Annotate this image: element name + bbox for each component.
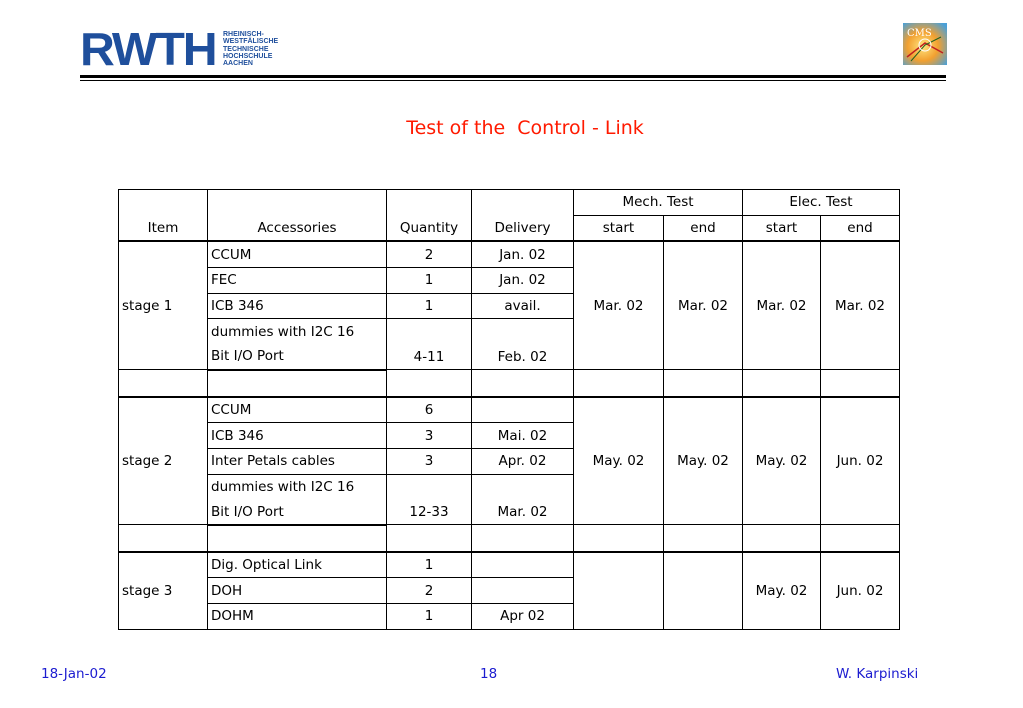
spacer-cell: [821, 525, 900, 552]
spacer-row: [119, 370, 900, 397]
accessory-cell-line2: Bit I/O Port: [208, 499, 387, 525]
schedule-table: [118, 189, 900, 630]
header-elec-test: Elec. Test: [743, 190, 900, 216]
header-rule-thick: [80, 75, 946, 78]
stage-2-elec-end: Jun. 02: [821, 397, 900, 525]
table-row: [119, 241, 900, 267]
delivery-cell: Mai. 02: [472, 423, 574, 449]
accessory-cell: CCUM: [208, 241, 387, 267]
stage-3-elec-start: May. 02: [743, 552, 821, 630]
accessory-cell: Dig. Optical Link: [208, 552, 387, 578]
spacer-cell: [208, 525, 387, 552]
header-delivery: Delivery: [472, 215, 574, 241]
delivery-cell: [472, 578, 574, 604]
quantity-cell: 1: [387, 552, 472, 578]
spacer-cell: [574, 370, 664, 397]
spacer-cell: [472, 370, 574, 397]
accessory-cell: Inter Petals cables: [208, 448, 387, 474]
spacer-cell: [664, 525, 743, 552]
rwth-logo-subtext: RHEINISCH- WESTFÄLISCHE TECHNISCHE HOCHSCHULE AACHEN: [223, 31, 279, 68]
header-accessories-cell: [208, 190, 387, 216]
spacer-cell: [472, 525, 574, 552]
accessory-cell: DOH: [208, 578, 387, 604]
slide-title: Test of the Control - Link: [406, 117, 644, 139]
spacer-cell: [387, 525, 472, 552]
delivery-cell: [472, 397, 574, 423]
quantity-cell: 4-11: [387, 319, 472, 370]
delivery-cell: [472, 552, 574, 578]
accessory-cell: dummies with I2C 16: [208, 319, 387, 344]
stage-1-elec-start: Mar. 02: [743, 241, 821, 369]
accessory-cell: FEC: [208, 268, 387, 294]
delivery-cell: Feb. 02: [472, 319, 574, 370]
accessory-cell: ICB 346: [208, 423, 387, 449]
header-rule-thin: [80, 80, 946, 81]
table-row: [119, 397, 900, 423]
stage-2-elec-start: May. 02: [743, 397, 821, 525]
spacer-cell: [574, 525, 664, 552]
header-mech-test: Mech. Test: [574, 190, 743, 216]
spacer-cell: [208, 370, 387, 397]
stage-1-elec-end: Mar. 02: [821, 241, 900, 369]
spacer-cell: [664, 370, 743, 397]
stage-1-mech-end: Mar. 02: [664, 241, 743, 369]
quantity-cell: 2: [387, 241, 472, 267]
spacer-cell: [119, 370, 208, 397]
spacer-row: [119, 525, 900, 552]
spacer-cell: [743, 525, 821, 552]
header-row-1: [119, 190, 900, 216]
quantity-cell: 12-33: [387, 474, 472, 525]
header-elec-end: end: [821, 215, 900, 241]
stage-2-mech-end: May. 02: [664, 397, 743, 525]
header-item-cell: [119, 190, 208, 216]
cms-logo-text: CMS: [907, 28, 932, 39]
stage-1-mech-start: Mar. 02: [574, 241, 664, 369]
accessory-cell: ICB 346: [208, 293, 387, 319]
delivery-cell: Jan. 02: [472, 268, 574, 294]
header-elec-start: start: [743, 215, 821, 241]
cms-logo: [903, 23, 947, 65]
header-quantity-cell: [387, 190, 472, 216]
header-delivery-cell: [472, 190, 574, 216]
header-quantity: Quantity: [387, 215, 472, 241]
spacer-cell: [743, 370, 821, 397]
stage-3-elec-end: Jun. 02: [821, 552, 900, 630]
footer-page-number: 18: [480, 666, 498, 682]
delivery-cell: Jan. 02: [472, 241, 574, 267]
header-item: Item: [119, 215, 208, 241]
delivery-cell: Mar. 02: [472, 474, 574, 525]
header-mech-end: end: [664, 215, 743, 241]
quantity-cell: 2: [387, 578, 472, 604]
rwth-logo-text: RWTH: [80, 23, 216, 75]
header-row-2: [119, 215, 900, 241]
spacer-cell: [821, 370, 900, 397]
accessory-cell: DOHM: [208, 604, 387, 630]
accessory-cell-line2: Bit I/O Port: [208, 344, 387, 370]
delivery-cell: Apr 02: [472, 604, 574, 630]
quantity-cell: 1: [387, 268, 472, 294]
quantity-cell: 6: [387, 397, 472, 423]
quantity-cell: 3: [387, 423, 472, 449]
header-mech-start: start: [574, 215, 664, 241]
quantity-cell: 1: [387, 604, 472, 630]
spacer-cell: [119, 525, 208, 552]
header-accessories: Accessories: [208, 215, 387, 241]
delivery-cell: Apr. 02: [472, 448, 574, 474]
stage-3-mech-start: [574, 552, 664, 630]
quantity-cell: 3: [387, 448, 472, 474]
accessory-cell: dummies with I2C 16: [208, 474, 387, 499]
footer-author: W. Karpinski: [836, 666, 919, 682]
stage-3-mech-end: [664, 552, 743, 630]
footer-date: 18-Jan-02: [41, 666, 107, 682]
quantity-cell: 1: [387, 293, 472, 319]
stage-2-label: stage 2: [119, 397, 208, 525]
spacer-cell: [387, 370, 472, 397]
delivery-cell: avail.: [472, 293, 574, 319]
table-row: [119, 552, 900, 578]
stage-2-mech-start: May. 02: [574, 397, 664, 525]
stage-1-label: stage 1: [119, 241, 208, 369]
accessory-cell: CCUM: [208, 397, 387, 423]
stage-3-label: stage 3: [119, 552, 208, 630]
